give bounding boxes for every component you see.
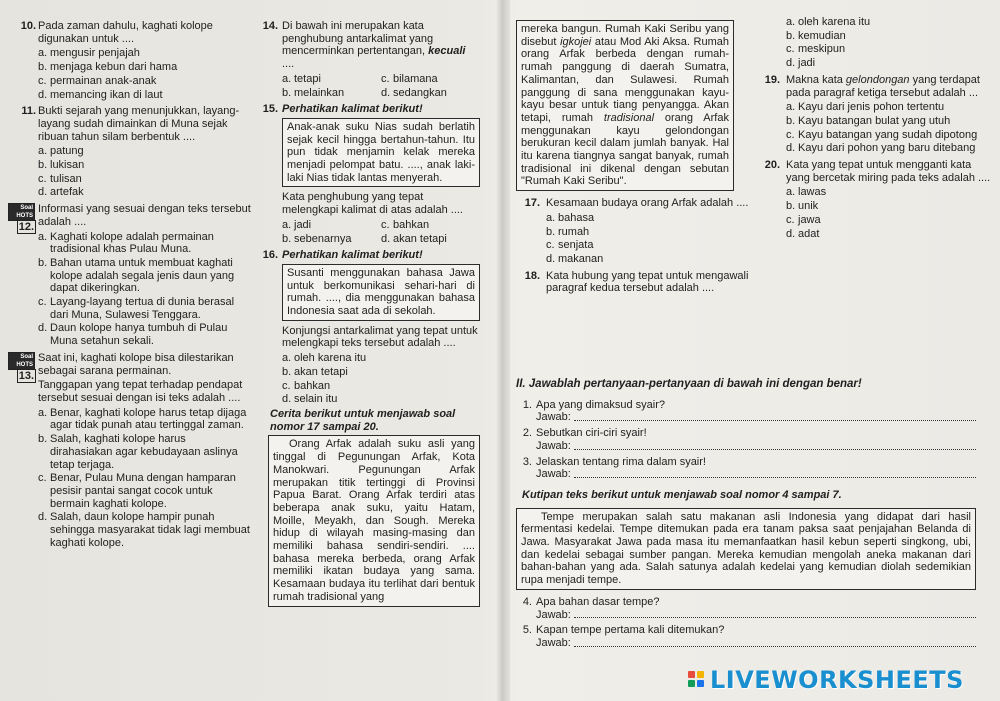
option-row: a. tetapi c. bilamana (282, 72, 438, 85)
hots-badge: Soal HOTS (8, 352, 35, 370)
question-16 (258, 249, 480, 262)
option: c. meskipun (786, 43, 846, 56)
liveworksheets-watermark (688, 664, 988, 696)
question-text: Saat ini, kaghati kolope bisa dilestarikan sebagai sarana permainan. (38, 351, 234, 377)
option: a. oleh karena itu (282, 352, 367, 365)
column-2 (258, 20, 480, 611)
answer-line[interactable] (574, 609, 976, 619)
column-3 (516, 18, 750, 297)
option: b. menjaga kebun dari hama (38, 61, 178, 74)
option: a. lawas (786, 186, 827, 199)
question-text: Perhatikan kalimat berikut! (282, 103, 423, 116)
option: a. mengusir penjajah (38, 47, 140, 60)
kutipan-box: Tempe merupakan salah satu makanan asli Indonesia yang didapat dari hasil fermentasi kedelai. Tempe ditemukan pada era tanam paksa saat penjajahan Belanda di Jawa. Masyarakat Jawa pada masa itu memanfaatkan hasil kebun seperti singkong, ubi, dan kedelai sebagai sumber pangan. Mereka kemudian mengolah aneka makanan dari bahan-bahan yang ada. Salah satunya adalah kedelai yang kemudian diolah sedemikian rupa menjadi tempe. (516, 508, 976, 590)
question-14 (258, 20, 480, 71)
question-number: 16. (262, 249, 278, 262)
question-number: 20. (764, 159, 780, 172)
question-15 (258, 103, 480, 116)
option: b. lukisan (38, 159, 85, 172)
option-row: a. jadi c. bahkan (282, 218, 430, 231)
option: c. permainan anak-anak (38, 74, 157, 87)
story-box-continued: mereka bangun. Rumah Kaki Seribu yang disebut igkojei atau Mod Aki Aksa. Rumah orang Arfak berbeda dengan rumah-rumah panggung di daerah Sumatra, Kalimantan, dan Sulawesi. Rumah panggung di sana menggunakan kayu-kayu besar untuk tiang penyangga. Akan tetapi, rumah tradisional orang Arfak menggunakan kayu gelondongan berukuran kecil dalam jumlah banyak. Hal itu karena tiangnya sangat banyak, rumah tradisional ini dikenal dengan sebutan "Rumah Kaki Seribu". (516, 20, 734, 191)
question-17 (516, 197, 750, 210)
option: b. Bahan utama untuk membuat kaghati kolope adalah segala jenis daun yang dapat dikeringkan. (38, 256, 235, 295)
option: d. Kayu dari pohon yang baru ditebang (786, 142, 976, 155)
question-text-2: Tanggapan yang tepat terhadap pendapat tersebut sesuai dengan isi teks adalah .... (38, 379, 243, 404)
question-text: Kata hubung yang tepat untuk mengawali paragraf kedua tersebut adalah .... (546, 269, 749, 295)
option: a. Kaghati kolope adalah permainan tradisional khas Pulau Muna. (38, 230, 214, 256)
section-heading: II. Jawablah pertanyaan-pertanyaan di bawah ini dengan benar! (516, 378, 862, 390)
watermark-text: LIVEWORKSHEETS (710, 666, 964, 694)
option: b. rumah (546, 225, 590, 238)
question-number: 19. (764, 73, 780, 86)
hots-badge: Soal HOTS (8, 203, 35, 221)
option-row: b. sebenarnya d. akan tetapi (282, 232, 447, 245)
option: b. kemudian (786, 29, 846, 42)
essay-question-3: 3. Jelaskan tentang rima dalam syair! Jawab: (516, 456, 976, 481)
essay-section (516, 378, 976, 653)
question-text: Kata yang tepat untuk mengganti kata yang bercetak miring pada teks adalah .... (786, 159, 991, 184)
option: a. bahasa (546, 211, 595, 224)
question-11 (8, 105, 251, 143)
option: b. akan tetapi (282, 365, 348, 378)
question-12 (8, 203, 251, 234)
answer-line[interactable] (574, 440, 976, 450)
option: c. jawa (786, 213, 821, 226)
question-prompt: Konjungsi antarkalimat yang tepat untuk melengkapi teks tersebut adalah .... (282, 324, 478, 350)
option: d. Daun kolope hanya tumbuh di Pulau Muna setahun sekali. (38, 322, 228, 348)
question-19 (756, 74, 992, 99)
option: a. Kayu dari jenis pohon tertentu (786, 101, 945, 114)
quote-box: Anak-anak suku Nias sudah berlatih sejak kecil hingga bertahun-tahun. Itu pun tidak menjamin kelak mereka menjadi pelompat batu. ...., anak laki-laki Nias tidak lantas menyerah. (282, 118, 480, 188)
option: d. Salah, daun kolope hampir punah sehingga masyarakat tidak lagi membuat kaghati kolope. (38, 511, 250, 549)
question-text: Bukti sejarah yang menunjukkan, layang-layang sudah dimainkan di Muna sejak ribuan tahun silam berbentuk .... (38, 105, 240, 143)
question-10 (8, 20, 251, 45)
question-text: Perhatikan kalimat berikut! (282, 249, 423, 262)
question-number: 18. (524, 269, 540, 282)
question-13 (8, 351, 251, 382)
option: b. Kayu batangan bulat yang utuh (786, 114, 951, 127)
answer-line[interactable] (574, 637, 976, 647)
option: d. makanan (546, 252, 604, 265)
option: c. senjata (546, 239, 594, 252)
option: d. memancing ikan di laut (38, 88, 163, 101)
question-text: Di bawah ini merupakan kata penghubung antarkalimat yang mencerminkan pertentangan, kecuali .... (282, 20, 466, 71)
column-1 (8, 20, 251, 550)
quote-box: Susanti menggunakan bahasa Jawa untuk berkomunikasi sehari-hari di rumah. ...., dia menggunakan bahasa Indonesia saat ada di sekolah. (282, 264, 480, 321)
kutipan-instruction: Kutipan teks berikut untuk menjawab soal nomor 4 sampai 7. (522, 488, 842, 501)
story-instruction: Cerita berikut untuk menjawab soal nomor 17 sampai 20. (270, 407, 456, 433)
option: c. bahkan (282, 379, 331, 392)
option: d. jadi (786, 57, 816, 70)
option: b. unik (786, 200, 819, 213)
question-text: Kesamaan budaya orang Arfak adalah .... (546, 197, 749, 210)
essay-question-2: 2. Sebutkan ciri-ciri syair! Jawab: (516, 427, 976, 452)
question-18 (516, 270, 750, 295)
essay-question-5: 5. Kapan tempe pertama kali ditemukan? Jawab: (516, 624, 976, 649)
question-number: 10. (20, 20, 36, 32)
option: c. Layang-layang tertua di dunia berasal dari Muna, Sulawesi Tenggara. (38, 296, 235, 321)
option: a. oleh karena itu (786, 16, 871, 28)
option: a. Benar, kaghati kolope harus tetap dijaga agar tidak punah atau tertinggal zaman. (38, 406, 247, 432)
option: b. Salah, kaghati kolope harus dirahasiakan agar kebudayaan aslinya tetap terjaga. (38, 433, 238, 471)
option: c. tulisan (38, 172, 82, 185)
question-20 (756, 159, 992, 184)
question-text: Informasi yang sesuai dengan teks tersebut adalah .... (38, 203, 251, 228)
answer-line[interactable] (574, 468, 976, 478)
book-spine-shadow (496, 0, 510, 701)
story-box: Orang Arfak adalah suku asli yang tinggal di Pegunungan Arfak, Kota Manokwari. Pegunungan Arfak merupakan titik tertinggi di Provinsi Papua Barat. Orang Arfak terdiri atas beberapa anak suku, yaitu Hatam, Moille, Meyakh, dan Sough. Mereka hidup di wilayah masing-masing dan memiliki bahasa sendiri-sendiri. .... bahasa mereka berbeda, orang Arfak memiliki ikatan budaya yang sama. Kesamaan budaya itu terlihat dari bentuk rumah tradisional yang (268, 435, 480, 606)
option: d. adat (786, 227, 820, 240)
question-number: 15. (262, 103, 278, 116)
essay-question-4: 4. Apa bahan dasar tempe? Jawab: (516, 596, 976, 621)
option: d. selain itu (282, 393, 338, 406)
question-number: 14. (262, 20, 278, 32)
question-number: Soal HOTS13. (8, 352, 36, 383)
question-text: Pada zaman dahulu, kaghati kolope digunakan untuk .... (38, 20, 213, 45)
essay-question-1: 1. Apa yang dimaksud syair? Jawab: (516, 399, 976, 424)
question-number: 17. (524, 197, 540, 210)
option: c. Benar, Pulau Muna dengan hamparan pesisir pantai sangat cocok untuk bermain kaghati kolope. (38, 472, 236, 510)
question-prompt: Kata penghubung yang tepat melengkapi kalimat di atas adalah .... (282, 191, 463, 217)
answer-line[interactable] (574, 411, 976, 421)
option-row: b. melainkan d. sedangkan (282, 86, 447, 99)
option: d. artefak (38, 186, 84, 199)
question-number: 11. (21, 105, 36, 118)
question-number: Soal HOTS12. (8, 203, 36, 234)
option: c. Kayu batangan yang sudah dipotong (786, 128, 978, 141)
question-text: Makna kata gelondongan yang terdapat pada paragraf ketiga tersebut adalah ... (786, 73, 980, 99)
liveworksheets-logo-icon (688, 669, 706, 691)
column-4 (756, 16, 992, 241)
option: a. patung (38, 145, 84, 158)
